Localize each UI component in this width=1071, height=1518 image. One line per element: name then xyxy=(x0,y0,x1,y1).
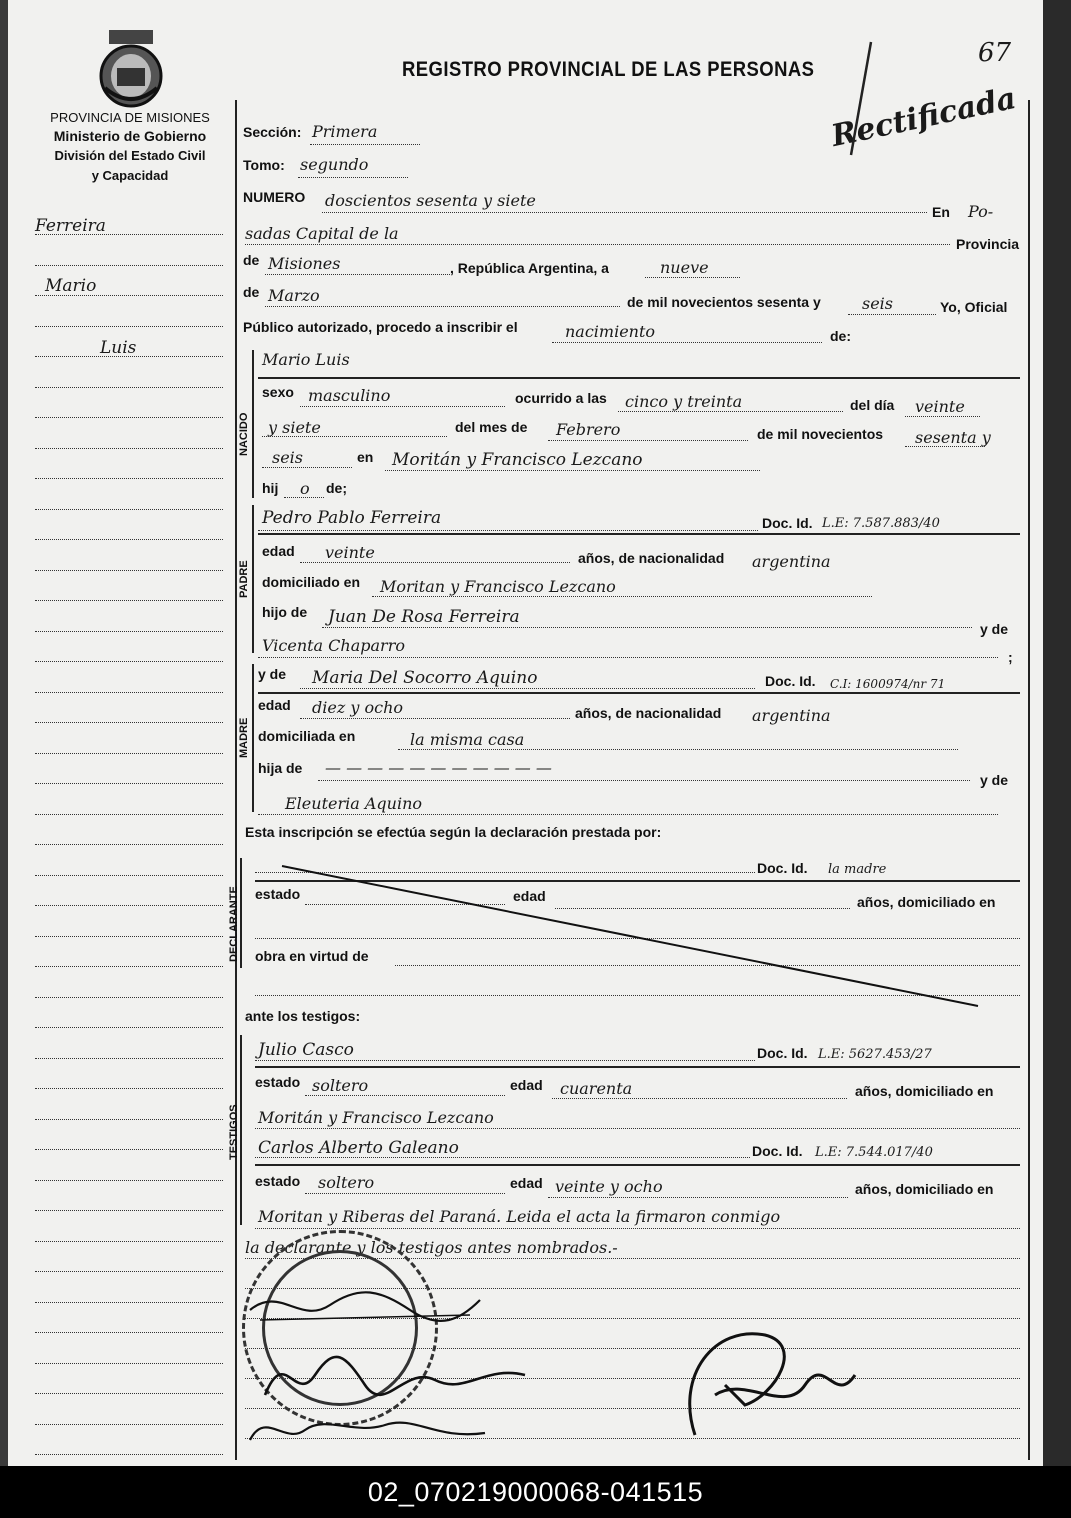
margin-line xyxy=(35,417,223,418)
margin-line xyxy=(35,1149,223,1150)
padre-nac-label: años, de nacionalidad xyxy=(578,550,725,566)
padre-doc-label: Doc. Id. xyxy=(762,515,813,531)
testigos-bracket xyxy=(240,1035,242,1225)
madre-dom-label: domiciliada en xyxy=(258,728,356,744)
anio-value: sesenta y xyxy=(915,428,991,447)
margin-name2: Luis xyxy=(100,338,137,358)
page-shadow-left xyxy=(0,0,8,1466)
madre-label: MADRE xyxy=(238,717,250,758)
nacido-name-line xyxy=(258,377,1020,379)
madre-edad-value: diez y ocho xyxy=(312,698,403,717)
declarante-label: DECLARANTE xyxy=(228,886,240,962)
declarante-edad-label: edad xyxy=(513,888,546,904)
seccion-value: Primera xyxy=(312,122,378,141)
margin-line xyxy=(35,265,223,266)
madre-edad-label: edad xyxy=(258,697,291,713)
padre-name: Pedro Pablo Ferreira xyxy=(262,508,442,528)
day-value: nueve xyxy=(660,258,709,277)
ocurrido-label: ocurrido a las xyxy=(515,390,607,406)
margin-line xyxy=(35,661,223,662)
numero-value: doscientos sesenta y siete xyxy=(325,191,536,210)
act-value: nacimiento xyxy=(565,322,656,341)
margin-line xyxy=(35,570,223,571)
margin-name1: Mario xyxy=(45,276,97,296)
t2-anios-label: años, domiciliado en xyxy=(855,1181,994,1197)
en-value: Po- xyxy=(968,202,994,221)
padre-yde-label: y de xyxy=(980,621,1009,637)
margin-line xyxy=(35,1271,223,1272)
tomo-label: Tomo: xyxy=(243,157,285,173)
madre-dom-value: la misma casa xyxy=(410,730,525,749)
margin-line xyxy=(35,631,223,632)
margin-line xyxy=(35,600,223,601)
madre-doc-value: C.I: 1600974/nr 71 xyxy=(830,677,946,691)
padre-label: PADRE xyxy=(238,560,250,598)
numero-label: NUMERO xyxy=(243,189,306,205)
seccion-label: Sección: xyxy=(243,124,302,140)
t1-name: Julio Casco xyxy=(258,1040,354,1060)
margin-line xyxy=(35,783,223,784)
provincia-label: Provincia xyxy=(956,236,1020,252)
header-province: PROVINCIA DE MISIONES xyxy=(50,110,210,125)
t2-doc-label: Doc. Id. xyxy=(752,1143,803,1159)
margin-line xyxy=(35,539,223,540)
t1-dom-value: Moritán y Francisco Lezcano xyxy=(258,1108,494,1127)
dia-value-2: y siete xyxy=(268,418,321,437)
madre-doc-label: Doc. Id. xyxy=(765,673,816,689)
padre-dom-value: Moritan y Francisco Lezcano xyxy=(380,577,616,596)
province-value: Misiones xyxy=(268,254,341,273)
de-colon-label: de: xyxy=(830,328,851,344)
t2-estado-label: estado xyxy=(255,1173,301,1189)
hija-de-value: — — — — — — — — — — — xyxy=(325,758,552,777)
margin-line xyxy=(35,905,223,906)
t2-line xyxy=(255,1164,1020,1166)
margin-line xyxy=(35,326,223,327)
madre-nac-value: argentina xyxy=(752,706,831,725)
del-mes-label: del mes de xyxy=(455,419,528,435)
hij-de-label: de; xyxy=(326,480,347,496)
page-shadow-right xyxy=(1043,0,1071,1466)
signature-julio-casco xyxy=(255,1345,545,1405)
margin-line xyxy=(35,1363,223,1364)
t2-edad-label: edad xyxy=(510,1175,543,1191)
t2-doc-value: L.E: 7.544.017/40 xyxy=(815,1145,933,1160)
hijo-de-value: Juan De Rosa Ferreira xyxy=(328,607,520,627)
city-value: sadas Capital de la xyxy=(245,224,399,243)
madre-yde2-label: y de xyxy=(980,772,1009,788)
margin-surname: Ferreira xyxy=(35,216,106,236)
annotation-stroke xyxy=(845,40,875,160)
closing-text: la declarante y los testigos antes nombrados.- xyxy=(245,1238,618,1257)
page-number: 67 xyxy=(978,38,1012,68)
mes-value: Febrero xyxy=(556,420,621,439)
margin-line xyxy=(35,722,223,723)
declarante-strike xyxy=(280,862,980,1012)
t1-edad-label: edad xyxy=(510,1077,543,1093)
t1-edad-value: cuarenta xyxy=(560,1079,633,1098)
madre-bracket xyxy=(252,664,254,812)
padre-name-line xyxy=(258,533,1020,535)
testigos-intro: ante los testigos: xyxy=(245,1008,361,1024)
padre-edad-value: veinte xyxy=(325,543,375,562)
hij-label: hij xyxy=(262,480,279,496)
del-dia-label: del día xyxy=(850,397,895,413)
de-label: de xyxy=(243,252,260,268)
header-division: División del Estado Civil xyxy=(54,148,206,163)
hora-value: cinco y treinta xyxy=(625,392,743,411)
obra-label: obra en virtud de xyxy=(255,948,369,964)
margin-line xyxy=(35,936,223,937)
declarante-bracket xyxy=(240,858,242,968)
margin-line xyxy=(35,478,223,479)
padre-nac-value: argentina xyxy=(752,552,831,571)
margin-line xyxy=(35,1180,223,1181)
margin-line xyxy=(35,448,223,449)
dia-value: veinte xyxy=(915,397,965,416)
margin-line xyxy=(35,814,223,815)
year-label: de mil novecientos sesenta y xyxy=(627,294,821,310)
margin-line xyxy=(35,997,223,998)
hij-value: o xyxy=(300,479,310,498)
hijo-de-label: hijo de xyxy=(262,604,308,620)
padre-semicolon: ; xyxy=(1008,649,1013,665)
t1-doc-value: L.E: 5627.453/27 xyxy=(818,1047,932,1062)
margin-line xyxy=(35,387,223,388)
madre-yde-label: y de xyxy=(258,666,287,682)
nacido-label: NACIDO xyxy=(238,412,250,456)
margin-line xyxy=(35,875,223,876)
sexo-label: sexo xyxy=(262,384,294,400)
margin-line xyxy=(35,1210,223,1211)
de2-label: de xyxy=(243,284,260,300)
signature-carlos-galeano xyxy=(245,1405,495,1455)
republica-label: , República Argentina, a xyxy=(450,260,609,276)
margin-rule xyxy=(235,100,237,1460)
margin-line xyxy=(35,1393,223,1394)
nacido-name: Mario Luis xyxy=(262,350,350,369)
publico-label: Público autorizado, procedo a inscribir el xyxy=(243,319,518,335)
padre-doc-value: L.E: 7.587.883/40 xyxy=(822,516,940,531)
margin-line xyxy=(35,1088,223,1089)
declarante-anios-label: años, domiciliado en xyxy=(857,894,996,910)
header-ministry: Ministerio de Gobierno xyxy=(53,128,207,144)
oficial-label: Yo, Oficial xyxy=(940,299,1008,315)
padre-dom-label: domiciliado en xyxy=(262,574,361,590)
declarante-doc-label: Doc. Id. xyxy=(757,860,808,876)
hija-de-label: hija de xyxy=(258,760,303,776)
month-value: Marzo xyxy=(268,286,320,305)
nacido-bracket xyxy=(252,350,254,498)
margin-line xyxy=(35,1241,223,1242)
madre-mother: Eleuteria Aquino xyxy=(285,794,423,813)
madre-name-line xyxy=(258,692,1020,694)
header-division-2: y Capacidad xyxy=(91,168,169,183)
margin-line xyxy=(35,692,223,693)
t1-line xyxy=(255,1066,1020,1068)
t1-estado-value: soltero xyxy=(312,1076,369,1095)
margin-line xyxy=(35,509,223,510)
margin-line xyxy=(35,1424,223,1425)
page-title: REGISTRO PROVINCIAL DE LAS PERSONAS xyxy=(402,58,815,81)
testigos-label: TESTIGOS xyxy=(228,1104,240,1160)
margin-line xyxy=(35,1302,223,1303)
t2-estado-value: soltero xyxy=(318,1173,375,1192)
t1-anios-label: años, domiciliado en xyxy=(855,1083,994,1099)
signature-oficial xyxy=(655,1315,865,1455)
t1-estado-label: estado xyxy=(255,1074,301,1090)
file-caption: 02_070219000068-041515 xyxy=(0,1466,1071,1518)
year-value: seis xyxy=(862,294,894,313)
anio-value-2: seis xyxy=(272,448,304,467)
en-label: En xyxy=(932,204,950,220)
t2-edad-value: veinte y ocho xyxy=(555,1177,663,1196)
madre-name: Maria Del Socorro Aquino xyxy=(312,668,538,688)
padre-edad-label: edad xyxy=(262,543,295,559)
t1-doc-label: Doc. Id. xyxy=(757,1045,808,1061)
declarante-estado-label: estado xyxy=(255,886,301,902)
margin-line xyxy=(35,1119,223,1120)
annotation-rectificada: Rectificada xyxy=(828,80,1020,155)
margin-line xyxy=(35,753,223,754)
coat-of-arms-icon xyxy=(95,28,167,108)
margin-line xyxy=(35,966,223,967)
t2-name: Carlos Alberto Galeano xyxy=(258,1138,459,1158)
tomo-value: segundo xyxy=(300,155,369,174)
right-rule xyxy=(1028,100,1030,1460)
margin-line xyxy=(35,844,223,845)
margin-line xyxy=(35,1027,223,1028)
lugar-value: Moritán y Francisco Lezcano xyxy=(392,450,643,470)
madre-nac-label: años, de nacionalidad xyxy=(575,705,722,721)
declarante-intro: Esta inscripción se efectúa según la declaración prestada por: xyxy=(245,824,662,840)
padre-bracket xyxy=(252,505,254,653)
margin-line xyxy=(35,1332,223,1333)
nacido-en-label: en xyxy=(357,449,374,465)
mil-label: de mil novecientos xyxy=(757,426,884,442)
declarante-doc-value: la madre xyxy=(828,862,887,877)
padre-mother: Vicenta Chaparro xyxy=(262,636,405,655)
margin-line xyxy=(35,1454,223,1455)
signature-declarante xyxy=(240,1280,500,1340)
margin-line xyxy=(35,1058,223,1059)
sexo-value: masculino xyxy=(308,386,391,405)
t2-dom-value: Moritan y Riberas del Paraná. Leida el acta la firmaron conmigo xyxy=(258,1207,781,1226)
